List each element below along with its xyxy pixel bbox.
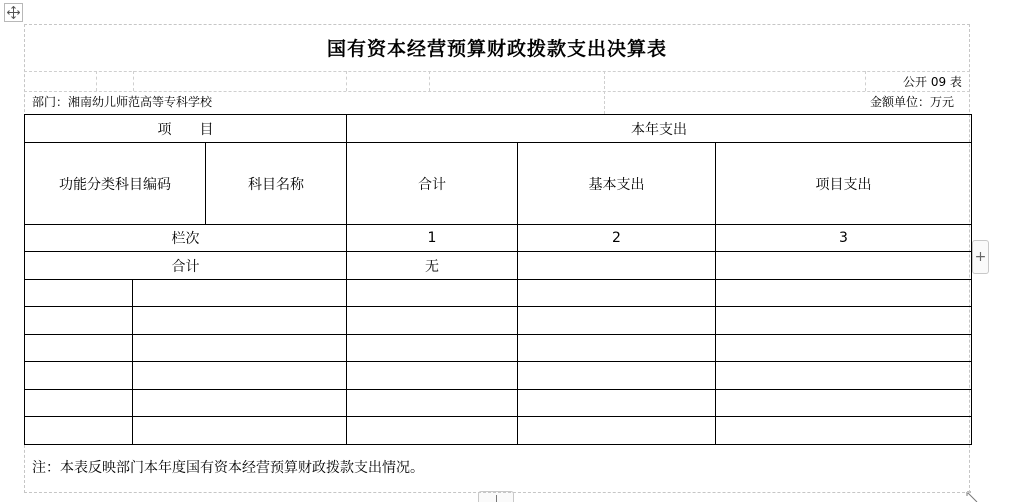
table-code: 公开 09 表 <box>903 75 962 89</box>
department-label: 部门：湘南幼儿师范高等专科学校 <box>32 95 213 109</box>
total-row-total[interactable]: 无 <box>347 252 518 280</box>
total-row-basic[interactable] <box>518 252 716 280</box>
header-row-1 <box>25 115 972 143</box>
row-name-cell[interactable] <box>133 280 347 307</box>
header-row-2 <box>25 143 972 225</box>
row-code-cell[interactable] <box>25 335 133 362</box>
gridline <box>96 71 97 91</box>
row-project-cell[interactable] <box>716 280 972 307</box>
row-total-cell[interactable] <box>347 390 518 417</box>
header-subject-name[interactable]: 科目名称 <box>206 143 347 225</box>
row-code-cell[interactable] <box>25 417 133 445</box>
row-code-cell[interactable] <box>25 307 133 335</box>
table-row <box>25 390 972 417</box>
table-row <box>25 335 972 362</box>
total-row-label[interactable]: 合计 <box>25 252 347 280</box>
row-basic-cell[interactable] <box>518 307 716 335</box>
row-code-cell[interactable] <box>25 362 133 390</box>
column-number-2[interactable]: 2 <box>518 225 716 252</box>
footnote: 注：本表反映部门本年度国有资本经营预算财政拨款支出情况。 <box>32 460 424 476</box>
row-basic-cell[interactable] <box>518 390 716 417</box>
row-name-cell[interactable] <box>133 307 347 335</box>
row-code-cell[interactable] <box>25 280 133 307</box>
row-basic-cell[interactable] <box>518 362 716 390</box>
row-name-cell[interactable] <box>133 362 347 390</box>
row-name-cell[interactable] <box>133 417 347 445</box>
row-basic-cell[interactable] <box>518 280 716 307</box>
header-project-expense[interactable]: 项目支出 <box>716 143 972 225</box>
table-row <box>25 417 972 445</box>
row-total-cell[interactable] <box>347 417 518 445</box>
header-item[interactable]: 项 目 <box>25 115 347 143</box>
gridline <box>865 71 866 91</box>
gridline <box>24 91 970 92</box>
row-name-cell[interactable] <box>133 390 347 417</box>
gridline <box>133 71 134 91</box>
header-current-year-expense[interactable]: 本年支出 <box>347 115 972 143</box>
row-total-cell[interactable] <box>347 307 518 335</box>
row-name-cell[interactable] <box>133 335 347 362</box>
gridline <box>429 71 430 91</box>
row-code-cell[interactable] <box>25 390 133 417</box>
gridline <box>24 71 970 72</box>
row-basic-cell[interactable] <box>518 417 716 445</box>
row-project-cell[interactable] <box>716 335 972 362</box>
column-number-label[interactable]: 栏次 <box>25 225 347 252</box>
header-basic-expense[interactable]: 基本支出 <box>518 143 716 225</box>
add-column-button[interactable] <box>972 240 989 274</box>
table-row <box>25 307 972 335</box>
row-project-cell[interactable] <box>716 390 972 417</box>
header-total[interactable]: 合计 <box>347 143 518 225</box>
column-number-3[interactable]: 3 <box>716 225 972 252</box>
row-project-cell[interactable] <box>716 417 972 445</box>
table-row <box>25 362 972 390</box>
plus-icon: + <box>974 249 987 265</box>
table-move-handle[interactable] <box>4 3 23 22</box>
unit-label: 金额单位：万元 <box>870 95 955 109</box>
row-total-cell[interactable] <box>347 335 518 362</box>
total-row-project[interactable] <box>716 252 972 280</box>
row-total-cell[interactable] <box>347 362 518 390</box>
expense-table <box>24 114 972 445</box>
total-row <box>25 252 972 280</box>
page-title: 国有资本经营预算财政拨款支出决算表 <box>326 38 667 60</box>
row-project-cell[interactable] <box>716 307 972 335</box>
column-number-1[interactable]: 1 <box>347 225 518 252</box>
move-arrows-icon <box>7 6 20 19</box>
table-row <box>25 280 972 307</box>
row-basic-cell[interactable] <box>518 335 716 362</box>
row-project-cell[interactable] <box>716 362 972 390</box>
gridline <box>346 71 347 91</box>
column-number-row <box>25 225 972 252</box>
gridline <box>604 71 605 114</box>
row-total-cell[interactable] <box>347 280 518 307</box>
header-function-code[interactable]: 功能分类科目编码 <box>25 143 206 225</box>
